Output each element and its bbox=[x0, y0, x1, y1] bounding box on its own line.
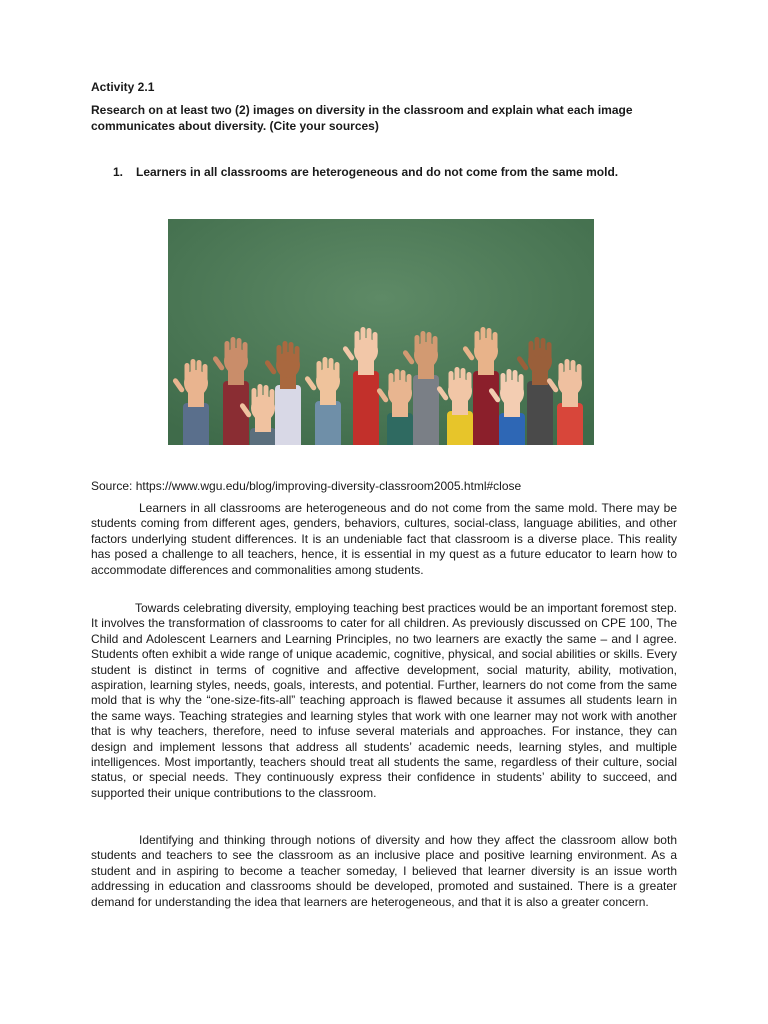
body-paragraph-1: Learners in all classrooms are heterogeneous and do not come from the same mold. There may be students coming from different ages, genders, behaviors, cultures, social-class, language abilities, and other factors underlying student differences. It is an undeniable fact that classroom is a diverse place. This reality has posed a challenge to all teachers, hence, it is essential in my quest as a future educator to learn how to accommodate differences and commonalities among students. bbox=[91, 501, 677, 577]
list-item bbox=[113, 165, 658, 180]
activity-title: Activity 2.1 bbox=[91, 80, 155, 94]
body-paragraph-3: Identifying and thinking through notions of diversity and how they affect the classroom allow both students and teachers to see the classroom as an inclusive place and positive learning environment. As a student and in aspiring to become a teacher someday, I believed that learner diversity is an issue worth addressing in education and classrooms should be developed, promoted and sustained. There is a greater demand for understanding the idea that learners are heterogeneous, and that it is also a greater concern. bbox=[91, 833, 677, 909]
list-item-number: 1. bbox=[113, 165, 124, 179]
source-citation: Source: https://www.wgu.edu/blog/improving-diversity-classroom2005.html#close bbox=[91, 479, 522, 493]
raised-hands-illustration bbox=[168, 219, 594, 445]
instructions: Research on at least two (2) images on diversity in the classroom and explain what each image communicates about diversity. (Cite your sources) bbox=[91, 103, 633, 133]
body-paragraph-2: Towards celebrating diversity, employing teaching best practices would be an important foremost step. It involves the transformation of classrooms to cater for all children. As previously discussed on CPE 100, The Child and Adolescent Learners and Learning Principles, no two learners are exactly the same – and I agree. Students often exhibit a wide range of unique academic, cognitive, physical, and social abilities or skills. Every student is distinct in terms of cognitive and affective development, social maturity, ability, motivation, aspiration, learning styles, needs, goals, interests, and potential. Further, learners do not come from the same mold that is why the “one-size-fits-all” teaching approach is flawed because it assumes all students learn in the same ways. Teaching strategies and learning styles that work with one learner may not work with another that is why teachers, therefore, need to infuse several materials and approaches. For instance, they can design and implement lessons that address all students’ academic needs, learning styles, and multiple intelligences. Most importantly, teachers should treat all students the same, regardless of their culture, social status, or special needs. They continuously express their confidence in students’ ability to succeed, and supported their unique contributions to the classroom. bbox=[91, 601, 677, 800]
list-item-text: Learners in all classrooms are heterogeneous and do not come from the same mold. bbox=[136, 165, 619, 179]
raised-hands-photo bbox=[168, 219, 594, 445]
